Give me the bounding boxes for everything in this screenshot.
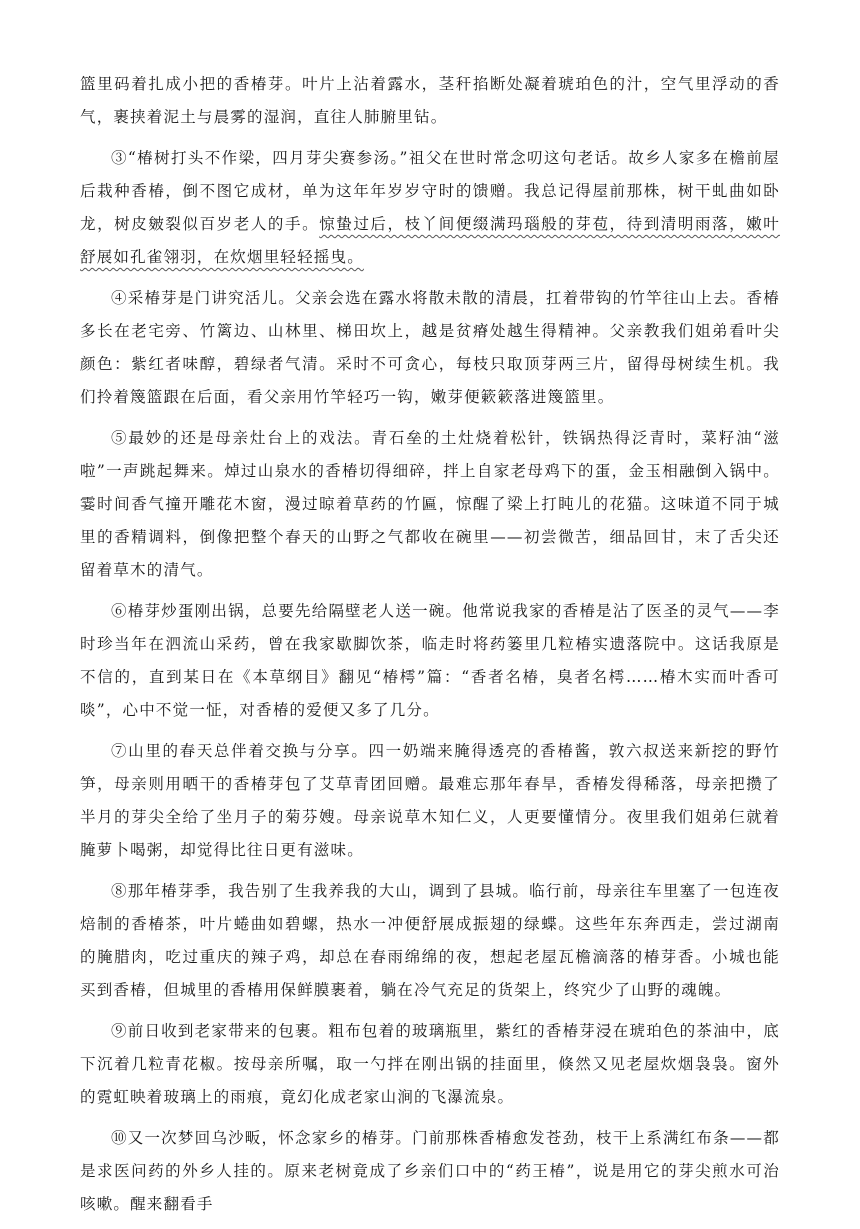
paragraph-10: ⑩又一次梦回乌沙畈，怀念家乡的椿芽。门前那株香椿愈发苍劲，枝干上系满红布条——都是求医问药的外乡人挂的。原来老树竟成了乡亲们口中的“药王椿”，说是用它的芽尖煎水可治咳嗽。醒来翻看手 <box>80 1129 780 1213</box>
paragraph-5: ⑤最妙的还是母亲灶台上的戏法。青石垒的土灶烧着松针，铁锅热得泛青时，菜籽油“滋啦”一声跳起舞来。焯过山泉水的香椿切得细碎，拌上自家老母鸡下的蛋，金玉相融倒入锅中。霎时间香气撞开雕花木窗，漫过晾着草药的竹匾，惊醒了梁上打盹儿的花猫。这味道不同于城里的香精调料，倒像把整个春天的山野之气都收在碗里——初尝微苦，细品回甘，末了舌尖还留着草木的清气。 <box>80 429 780 579</box>
paragraph-9: ⑨前日收到老家带来的包裹。粗布包着的玻璃瓶里，紫红的香椿芽浸在琥珀色的茶油中，底下沉着几粒青花椒。按母亲所嘱，取一勺拌在刚出锅的挂面里，倏然又见老屋炊烟袅袅。窗外的霓虹映着玻璃上的雨痕，竟幻化成老家山涧的飞瀑流泉。 <box>80 1022 780 1106</box>
paragraph-2-continued: 篮里码着扎成小把的香椿芽。叶片上沾着露水，茎秆掐断处凝着琥珀色的汁，空气里浮动的香气，裹挟着泥土与晨雾的湿润，直往人肺腑里钻。 <box>80 75 780 126</box>
paragraph-3-wavy-underlined-sentence: 惊蛰过后，枝丫间便缀满玛瑙般的芽苞，待到清明雨落，嫩叶舒展如孔雀翎羽，在炊烟里轻轻摇曳。 <box>80 215 780 266</box>
paragraph-3-text: ③“椿树打头不作梁，四月芽尖赛参汤。”祖父在世时常念叨这句老话。故乡人家多在檐前屋后栽种香椿，倒不图它成材，单为这年年岁岁守时的馈赠。我总记得屋前那株，树干虬曲如卧龙，树皮皴裂似百岁老人的手。 <box>80 149 780 233</box>
paragraph-3 <box>80 142 780 274</box>
paragraph-7: ⑦山里的春天总伴着交换与分享。四一奶端来腌得透亮的香椿酱，敦六叔送来新挖的野竹笋，母亲则用晒干的香椿芽包了艾草青团回赠。最难忘那年春旱，香椿发得稀落，母亲把攒了半月的芽尖全给了坐月子的菊芬嫂。母亲说草木知仁义，人更要懂情分。夜里我们姐弟仨就着腌萝卜喝粥，却觉得比往日更有滋味。 <box>80 742 780 859</box>
article-body <box>80 68 780 1229</box>
paragraph-8: ⑧那年椿芽季，我告别了生我养我的大山，调到了县城。临行前，母亲往车里塞了一包连夜焙制的香椿茶，叶片蜷曲如碧螺，热水一冲便舒展成振翅的绿蝶。这些年东奔西走，尝过湖南的腌腊肉，吃过重庆的辣子鸡，却总在春雨绵绵的夜，想起老屋瓦檐滴落的椿芽香。小城也能买到香椿，但城里的香椿用保鲜膜裹着，躺在冷气充足的货架上，终究少了山野的魂魄。 <box>80 882 780 999</box>
paragraph-4: ④采椿芽是门讲究活儿。父亲会选在露水将散未散的清晨，扛着带钩的竹竿往山上去。香椿多长在老宅旁、竹篱边、山林里、梯田坎上，越是贫瘠处越生得精神。父亲教我们姐弟看叶尖颜色：紫红者味醇，碧绿者气清。采时不可贪心，每枝只取顶芽两三片，留得母树续生机。我们拎着篾篮跟在后面，看父亲用竹竿轻巧一钩，嫩芽便簌簌落进篾篮里。 <box>80 289 780 406</box>
paragraph-6: ⑥椿芽炒蛋刚出锅，总要先给隔壁老人送一碗。他常说我家的香椿是沾了医圣的灵气——李时珍当年在泗流山采药，曾在我家歇脚饮茶，临走时将药篓里几粒椿实遗落院中。这话我原是不信的，直到某日在《本草纲目》翻见“椿樗”篇：“香者名椿，臭者名樗……椿木实而叶香可啖”，心中不觉一怔，对香椿的爱便又多了几分。 <box>80 602 780 719</box>
